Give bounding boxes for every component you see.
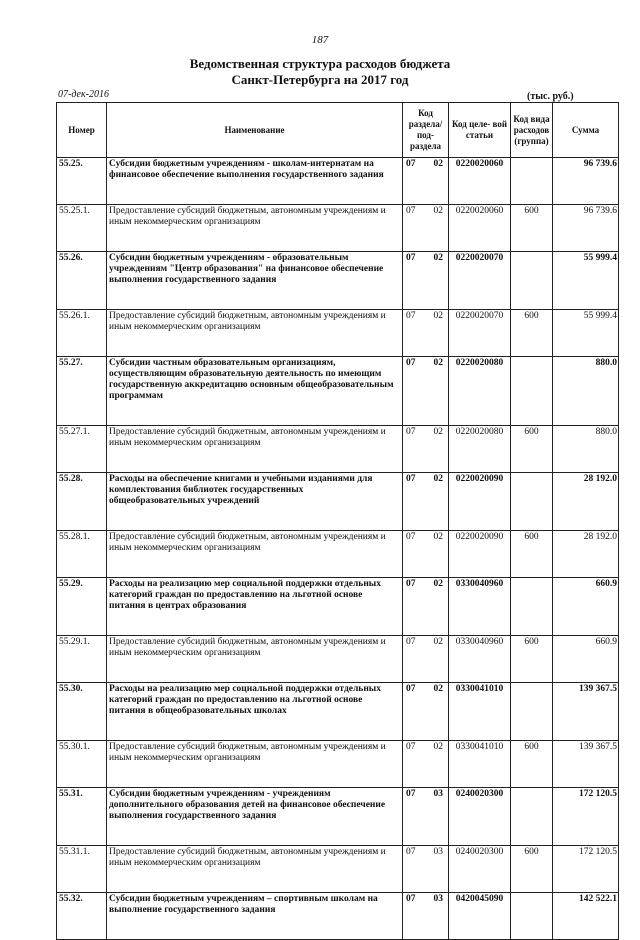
- row-sum: 28 192.0: [553, 531, 619, 578]
- table-row: [57, 357, 619, 426]
- document-date: 07-дек-2016: [58, 89, 109, 100]
- row-sum: 660.9: [553, 578, 619, 636]
- row-number: 55.30.: [57, 683, 107, 741]
- table-row: [57, 893, 619, 940]
- section-code: 07: [406, 742, 416, 752]
- page-number: 187: [311, 34, 329, 46]
- title-line-2: Санкт-Петербурга на 2017 год: [231, 72, 409, 87]
- row-name: Субсидии бюджетным учреждениям – спортивным школам на выполнение государственного задания: [107, 893, 403, 940]
- budget-table: [56, 102, 619, 940]
- section-code: 07: [406, 206, 416, 216]
- table-row: [57, 426, 619, 473]
- row-number: 55.31.: [57, 788, 107, 846]
- row-section-code: [403, 683, 449, 741]
- row-target-code: 0220020080: [449, 426, 511, 473]
- row-target-code: 0330041010: [449, 741, 511, 788]
- header-number: Номер: [57, 103, 107, 158]
- row-expense-type: [511, 357, 553, 426]
- table-row: [57, 578, 619, 636]
- row-number: 55.25.1.: [57, 205, 107, 252]
- row-sum: 139 367.5: [553, 741, 619, 788]
- table-row: [57, 846, 619, 893]
- header-sum: Сумма: [553, 103, 619, 158]
- subsection-code: 02: [433, 159, 443, 169]
- header-name: Наименование: [107, 103, 403, 158]
- row-section-code: [403, 893, 449, 940]
- row-number: 55.29.1.: [57, 636, 107, 683]
- row-number: 55.28.1.: [57, 531, 107, 578]
- row-target-code: 0240020300: [449, 846, 511, 893]
- section-code: 07: [406, 637, 416, 647]
- row-target-code: 0220020070: [449, 252, 511, 310]
- header-section-code: Код раздела/ под- раздела: [403, 103, 449, 158]
- table-body: [57, 158, 619, 940]
- row-number: 55.30.1.: [57, 741, 107, 788]
- subsection-code: 02: [433, 637, 443, 647]
- row-sum: 139 367.5: [553, 683, 619, 741]
- section-code: 07: [406, 789, 416, 799]
- row-sum: 55 999.4: [553, 310, 619, 357]
- subsection-code: 02: [433, 742, 443, 752]
- row-name: Субсидии бюджетным учреждениям - учреждениям дополнительного образования детей на финансовое обеспечение выполнения государственного задания: [107, 788, 403, 846]
- row-expense-type: [511, 158, 553, 205]
- table-row: [57, 741, 619, 788]
- section-code: 07: [406, 253, 416, 263]
- section-code: 07: [406, 532, 416, 542]
- table-row: [57, 252, 619, 310]
- row-target-code: 0220020080: [449, 357, 511, 426]
- row-name: Предоставление субсидий бюджетным, автономным учреждениям и иным некоммерческим организациям: [107, 636, 403, 683]
- row-section-code: [403, 473, 449, 531]
- section-code: 07: [406, 579, 416, 589]
- row-name: Предоставление субсидий бюджетным, автономным учреждениям и иным некоммерческим организациям: [107, 741, 403, 788]
- row-section-code: [403, 578, 449, 636]
- row-sum: 96 739.6: [553, 158, 619, 205]
- row-expense-type: 600: [511, 310, 553, 357]
- table-header-row: [57, 103, 619, 158]
- row-sum: 28 192.0: [553, 473, 619, 531]
- row-name: Субсидии бюджетным учреждениям - образовательным учреждениям "Центр образования" на финансовое обеспечение выполнения государственного задания: [107, 252, 403, 310]
- row-expense-type: 600: [511, 636, 553, 683]
- row-expense-type: [511, 788, 553, 846]
- row-expense-type: 600: [511, 426, 553, 473]
- row-name: Предоставление субсидий бюджетным, автономным учреждениям и иным некоммерческим организациям: [107, 426, 403, 473]
- subsection-code: 02: [433, 358, 443, 368]
- row-name: Расходы на обеспечение книгами и учебными изданиями для комплектования библиотек государственных общеобразовательных учреждений: [107, 473, 403, 531]
- row-sum: 55 999.4: [553, 252, 619, 310]
- table-row: [57, 531, 619, 578]
- row-section-code: [403, 252, 449, 310]
- subsection-code: 02: [433, 532, 443, 542]
- row-number: 55.29.: [57, 578, 107, 636]
- row-target-code: 0240020300: [449, 788, 511, 846]
- header-expense-type: Код вида расходов (группа): [511, 103, 553, 158]
- row-name: Предоставление субсидий бюджетным, автономным учреждениям и иным некоммерческим организациям: [107, 846, 403, 893]
- row-number: 55.26.: [57, 252, 107, 310]
- row-target-code: 0330041010: [449, 683, 511, 741]
- row-number: 55.27.1.: [57, 426, 107, 473]
- row-name: Расходы на реализацию мер социальной поддержки отдельных категорий граждан по предоставлению на льготной основе питания в центрах образования: [107, 578, 403, 636]
- row-section-code: [403, 205, 449, 252]
- section-code: 07: [406, 427, 416, 437]
- subsection-code: 03: [433, 894, 443, 904]
- row-expense-type: [511, 893, 553, 940]
- row-expense-type: [511, 683, 553, 741]
- row-section-code: [403, 846, 449, 893]
- section-code: 07: [406, 159, 416, 169]
- subsection-code: 02: [433, 253, 443, 263]
- row-expense-type: [511, 578, 553, 636]
- row-target-code: 0220020070: [449, 310, 511, 357]
- row-target-code: 0330040960: [449, 636, 511, 683]
- row-section-code: [403, 158, 449, 205]
- subsection-code: 03: [433, 847, 443, 857]
- row-name: Субсидии бюджетным учреждениям - школам-интернатам на финансовое обеспечение выполнения государственного задания: [107, 158, 403, 205]
- row-sum: 96 739.6: [553, 205, 619, 252]
- row-sum: 142 522.1: [553, 893, 619, 940]
- row-number: 55.26.1.: [57, 310, 107, 357]
- section-code: 07: [406, 684, 416, 694]
- table-row: [57, 636, 619, 683]
- row-number: 55.32.: [57, 893, 107, 940]
- row-target-code: 0220020090: [449, 531, 511, 578]
- row-expense-type: 600: [511, 846, 553, 893]
- row-sum: 172 120.5: [553, 788, 619, 846]
- row-expense-type: 600: [511, 531, 553, 578]
- row-number: 55.28.: [57, 473, 107, 531]
- table-row: [57, 683, 619, 741]
- row-section-code: [403, 636, 449, 683]
- row-section-code: [403, 426, 449, 473]
- section-code: 07: [406, 474, 416, 484]
- row-section-code: [403, 741, 449, 788]
- subsection-code: 02: [433, 684, 443, 694]
- subsection-code: 02: [433, 206, 443, 216]
- row-expense-type: 600: [511, 741, 553, 788]
- row-expense-type: [511, 252, 553, 310]
- subsection-code: 03: [433, 789, 443, 799]
- row-number: 55.25.: [57, 158, 107, 205]
- table-row: [57, 788, 619, 846]
- subsection-code: 02: [433, 579, 443, 589]
- row-name: Предоставление субсидий бюджетным, автономным учреждениям и иным некоммерческим организациям: [107, 310, 403, 357]
- row-name: Предоставление субсидий бюджетным, автономным учреждениям и иным некоммерческим организациям: [107, 531, 403, 578]
- section-code: 07: [406, 311, 416, 321]
- row-name: Предоставление субсидий бюджетным, автономным учреждениям и иным некоммерческим организациям: [107, 205, 403, 252]
- row-target-code: 0220020060: [449, 205, 511, 252]
- table-row: [57, 158, 619, 205]
- subsection-code: 02: [433, 474, 443, 484]
- subsection-code: 02: [433, 311, 443, 321]
- row-section-code: [403, 310, 449, 357]
- title-line-1: Ведомственная структура расходов бюджета: [189, 56, 451, 71]
- table-row: [57, 310, 619, 357]
- row-sum: 660.9: [553, 636, 619, 683]
- row-sum: 172 120.5: [553, 846, 619, 893]
- row-target-code: 0220020060: [449, 158, 511, 205]
- row-target-code: 0420045090: [449, 893, 511, 940]
- row-name: Субсидии частным образовательным организациям, осуществляющим образовательную деятельность по имеющим государственную аккредитацию основным общеобразовательным программам: [107, 357, 403, 426]
- row-number: 55.31.1.: [57, 846, 107, 893]
- row-expense-type: [511, 473, 553, 531]
- section-code: 07: [406, 894, 416, 904]
- document-title: [0, 56, 640, 88]
- header-target-code: Код целе- вой статьи: [449, 103, 511, 158]
- row-section-code: [403, 531, 449, 578]
- units-label: (тыс. руб.): [527, 91, 574, 102]
- row-section-code: [403, 788, 449, 846]
- table-row: [57, 473, 619, 531]
- row-number: 55.27.: [57, 357, 107, 426]
- row-sum: 880.0: [553, 357, 619, 426]
- row-target-code: 0220020090: [449, 473, 511, 531]
- row-section-code: [403, 357, 449, 426]
- row-target-code: 0330040960: [449, 578, 511, 636]
- subsection-code: 02: [433, 427, 443, 437]
- section-code: 07: [406, 847, 416, 857]
- section-code: 07: [406, 358, 416, 368]
- table-row: [57, 205, 619, 252]
- row-sum: 880.0: [553, 426, 619, 473]
- row-name: Расходы на реализацию мер социальной поддержки отдельных категорий граждан по предоставлению на льготной основе питания в общеобразовательных школах: [107, 683, 403, 741]
- row-expense-type: 600: [511, 205, 553, 252]
